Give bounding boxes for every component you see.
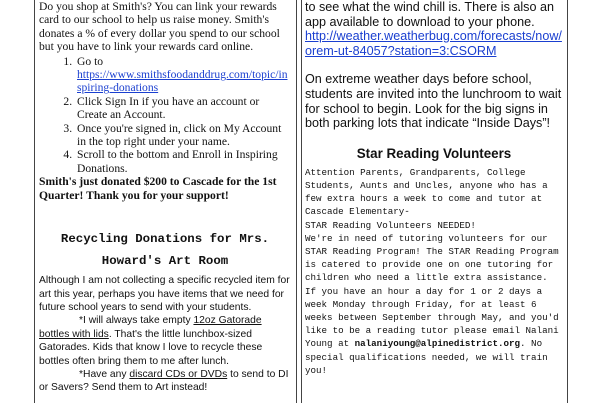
smiths-intro: Do you shop at Smith's? You can link your rewards card to our school to help us raise money. Smith's donates a % of every dollar you spend to our school but you have to link your rewards card online. bbox=[39, 0, 280, 54]
recycling-item-cds: *Have any discard CDs or DVDs to send to DI or Savers? Send them to Art instead! bbox=[39, 368, 289, 394]
column-border-left bbox=[34, 0, 35, 403]
smiths-steps bbox=[39, 55, 291, 176]
discard-cds-text: discard CDs or DVDs bbox=[129, 368, 228, 380]
column-border-right bbox=[567, 0, 568, 403]
right-column bbox=[305, 0, 563, 403]
left-column bbox=[39, 0, 291, 403]
step-item: 2. Click Sign In if you have an account or Create an Account. bbox=[75, 95, 291, 122]
extreme-weather-text: On extreme weather days before school, students are invited into the lunchroom to wait for school to begin. Look for the big signs in both parking lots that indicate “Inside Days”! bbox=[305, 72, 562, 131]
star-details: We're in need of tutoring volunteers for our STAR Reading Program! The STAR Reading Program is catered to provide one on one tutoring for children who need a little extra assistance. If you have an hour a day for 1 or 2 days a week Monday through Friday, for at least 6 weeks between September through May, and you'd like to be a reading tutor please email Nalani Young at nalaniyoung@alpinedistrict.org. No special qualifications needed, we will train you! bbox=[305, 232, 559, 376]
column-border-middle-left bbox=[296, 0, 297, 403]
recycling-title: Recycling Donations for Mrs. Howard's Art Room bbox=[60, 232, 270, 269]
gatorade-bottles-text: 12oz Gatorade bottles with lids bbox=[39, 315, 262, 340]
step-item bbox=[75, 55, 291, 95]
star-attention: Attention Parents, Grandparents, College Students, Aunts and Uncles, anyone who has a few extra hours a week to come and tutor at Cascade Elementary- bbox=[305, 166, 548, 218]
star-reading-section bbox=[305, 166, 563, 377]
smiths-thanks: Smith's just donated $200 to Cascade for the 1st Quarter! Thank you for your support! bbox=[39, 175, 277, 202]
step-text: Go to bbox=[77, 54, 104, 68]
step-item: 3. Once you're signed in, click on My Account in the top right under your name. bbox=[75, 122, 291, 149]
star-reading-title: Star Reading Volunteers bbox=[356, 145, 512, 161]
recycling-item-gatorade: *I will always take empty 12oz Gatorade bottles with lids. That's the little lunchbox-sized Gatorades. Kids that know I love to recycle these bottles often bring them to me after lunch. bbox=[39, 315, 263, 367]
column-border-middle-right bbox=[301, 0, 302, 403]
recycling-section bbox=[39, 274, 291, 395]
smiths-section bbox=[39, 0, 291, 202]
star-email: nalaniyoung@alpinedistrict.org bbox=[354, 338, 521, 350]
step-item: 4. Scroll to the bottom and Enroll in Inspiring Donations. bbox=[75, 148, 291, 175]
smiths-donations-link[interactable]: https://www.smithsfoodanddrug.com/topic/inspiring-donations bbox=[77, 68, 288, 95]
weatherbug-link[interactable]: http://weather.weatherbug.com/forecasts/now/orem-ut-84057?station=3:CSORM bbox=[305, 29, 562, 58]
recycling-intro: Although I am not collecting a specific recycled item for art this year, perhaps you have items that we need for future school years to send with your students. bbox=[39, 275, 290, 313]
windchill-text: to see what the wind chill is. There is also an app available to download to your phone. bbox=[305, 0, 554, 29]
weather-section bbox=[305, 0, 563, 131]
star-needed: STAR Reading Volunteers NEEDED! bbox=[305, 219, 476, 231]
